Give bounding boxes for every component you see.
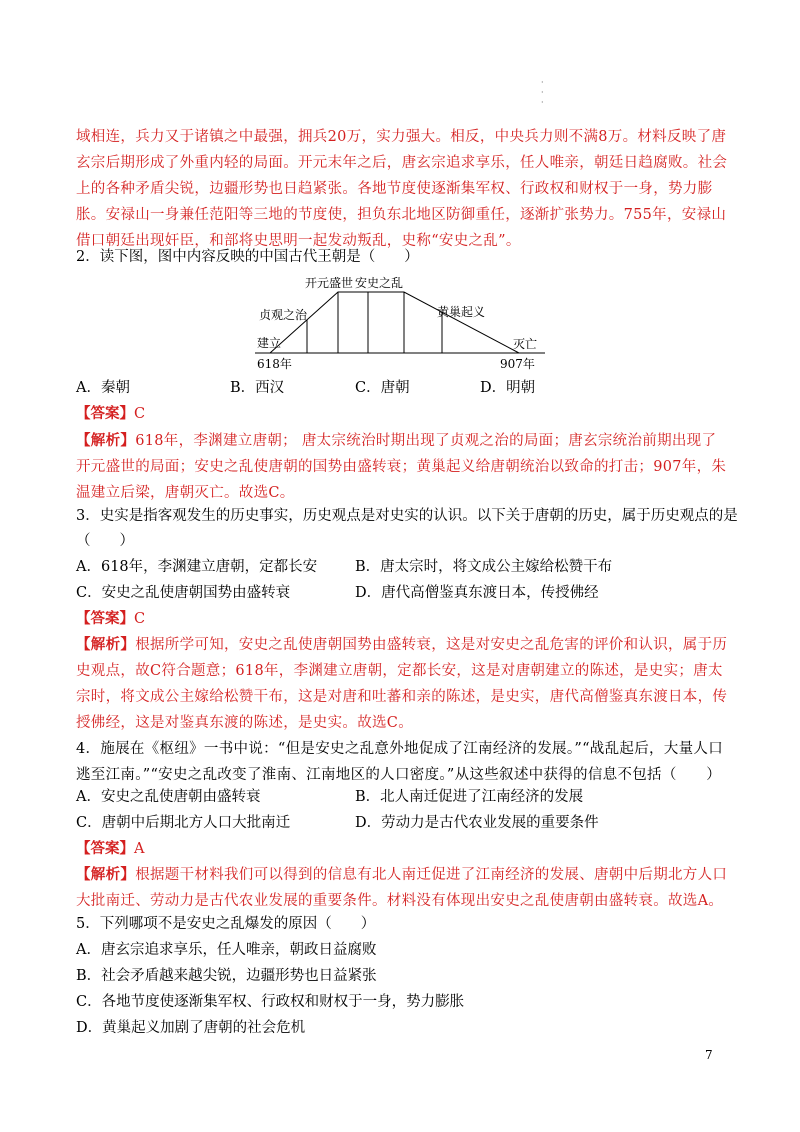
q4-stem: 4．施展在《枢纽》一书中说：“但是安史之乱意外地促成了江南经济的发展。”“战乱起后，大量人口逃至江南。”“安史之乱改变了淮南、江南地区的人口密度。”从这些叙述中获得的信息不包括（ ） [76, 741, 724, 783]
q4-option-b: B．北人南迁促进了江南经济的发展 [355, 789, 584, 805]
q4-analysis [76, 862, 731, 914]
q5-option-d: D．黄巢起义加剧了唐朝的社会危机 [76, 1020, 306, 1036]
q2-option-a: A．秦朝 [76, 380, 130, 396]
q3-answer-value: C [134, 611, 146, 627]
q3-analysis [76, 632, 731, 736]
q2-option-c: C．唐朝 [355, 380, 410, 396]
q3-analysis-tag: 【解析】 [76, 636, 136, 653]
q2-answer-value: C [134, 406, 146, 422]
q3-stem-line1: 3．史实是指客观发生的历史事实，历史观点是对史实的认识。以下关于唐朝的历史，属于历史观点的是 [76, 508, 738, 524]
q3-answer-tag: 【答案】 [76, 610, 134, 627]
q3-option-c: C．安史之乱使唐朝国势由盛转衰 [76, 585, 291, 601]
tang-dynasty-diagram [245, 270, 555, 370]
q2-stem: 2．读下图，图中内容反映的中国古代王朝是（ ） [76, 249, 419, 265]
q4-answer-tag: 【答案】 [76, 840, 134, 857]
q3-analysis-text: 根据所学可知，安史之乱使唐朝国势由盛转衰，这是对安史之乱危害的评价和认识，属于历史观点，故C符合题意；618年，李渊建立唐朝，定都长安，这是对唐朝建立的陈述，是史实；唐太宗时，将文成公主嫁给松赞干布，这是对唐和吐蕃和亲的陈述，是史实，唐代高僧鉴真东渡日本，传授佛经，这是对鉴真东渡的陈述，是史实。故选C。 [76, 637, 728, 731]
q2-answer-tag: 【答案】 [76, 405, 134, 422]
q3-option-b: B．唐太宗时，将文成公主嫁给松赞干布 [355, 559, 613, 575]
q2-analysis-tag: 【解析】 [76, 432, 136, 449]
q4-analysis-text: 根据题干材料我们可以得到的信息有北人南迁促进了江南经济的发展、唐朝中后期北方人口大批南迁、劳动力是古代农业发展的重要条件。材料没有体现出安史之乱使唐朝由盛转衰。故选A。 [76, 867, 728, 909]
label-kaiyuan: 开元盛世 [305, 276, 354, 290]
q2-analysis [76, 428, 731, 506]
q5-option-b: B．社会矛盾越来越尖锐，边疆形势也日益紧张 [76, 968, 377, 984]
top-paragraph: 域相连，兵力又于诸镇之中最强，拥兵20万，实力强大。相反，中央兵力则不满8万。材料反映了唐玄宗后期形成了外重内轻的局面。开元末年之后，唐玄宗追求享乐，任人唯亲，朝廷日趋腐败。社会上的各种矛盾尖锐，边疆形势也日趋紧张。各地节度使逐渐集军权、行政权和财权于一身，势力膨胀。安禄山一身兼任范阳等三地的节度使，担负东北地区防御重任，逐渐扩张势力。755年，安禄山借口朝廷出现奸臣，和部将史思明一起发动叛乱，史称“安史之乱”。 [76, 129, 728, 249]
label-founding: 建立 [257, 336, 282, 350]
q4-answer [76, 839, 144, 859]
q2-option-d: D．明朝 [480, 380, 536, 396]
q3-option-a: A．618年，李渊建立唐朝，定都长安 [76, 559, 318, 575]
q4-answer-value: A [134, 841, 145, 857]
q5-option-a: A．唐玄宗追求享乐，任人唯亲，朝政日益腐败 [76, 942, 377, 958]
page-number: 7 [705, 1048, 713, 1062]
q2-option-b: B．西汉 [230, 380, 285, 396]
label-start-year: 618年 [257, 357, 292, 370]
label-anshi: 安史之乱 [355, 276, 404, 290]
margin-dots: · · · [541, 78, 544, 107]
label-zhenguan: 贞观之治 [259, 308, 308, 322]
q4-analysis-tag: 【解析】 [76, 866, 136, 883]
label-huangchao: 黄巢起义 [437, 305, 486, 319]
q5-stem: 5．下列哪项不是安史之乱爆发的原因（ ） [76, 916, 376, 932]
q2-answer [76, 404, 145, 424]
q4-option-a: A．安史之乱使唐朝由盛转衰 [76, 789, 261, 805]
q4-option-d: D．劳动力是古代农业发展的重要条件 [355, 815, 599, 831]
q3-option-d: D．唐代高僧鉴真东渡日本，传授佛经 [355, 585, 599, 601]
label-end-year: 907年 [500, 357, 535, 370]
q3-stem-line2: （ ） [76, 533, 134, 549]
q3-answer [76, 609, 145, 629]
q4-option-c: C．唐朝中后期北方人口大批南迁 [76, 815, 291, 831]
q5-option-c: C．各地节度使逐渐集军权、行政权和财权于一身，势力膨胀 [76, 994, 465, 1010]
label-fall: 灭亡 [513, 337, 538, 351]
q2-analysis-text: 618年，李渊建立唐朝； 唐太宗统治时期出现了贞观之治的局面；唐玄宗统治前期出现了开元盛世的局面；安史之乱使唐朝的国势由盛转衰；黄巢起义给唐朝统治以致命的打击；907年，朱温建立后梁，唐朝灭亡。故选C。 [76, 433, 727, 501]
